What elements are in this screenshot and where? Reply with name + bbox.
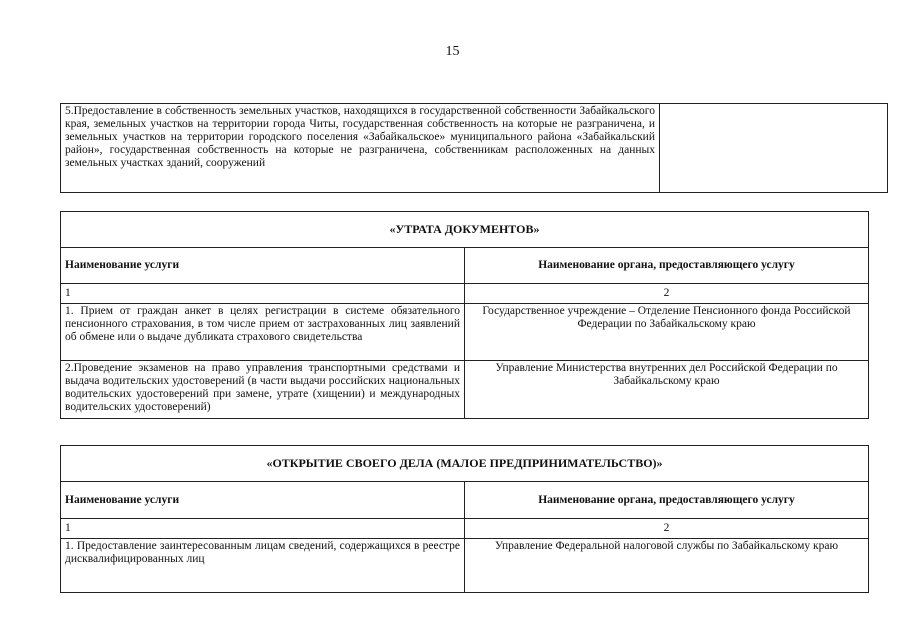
- column-header-organization: Наименование органа, предоставляющего услугу: [465, 248, 869, 284]
- column-number-2: 2: [465, 519, 869, 539]
- organization-cell: Управление Министерства внутренних дел Российской Федерации по Забайкальскому краю: [465, 361, 869, 419]
- section-title-row: [61, 212, 869, 248]
- page-number: 15: [445, 44, 460, 59]
- table-row: [61, 539, 869, 593]
- section-title-row: [61, 446, 869, 482]
- service-name-cell: 2.Проведение экзаменов на право управления транспортными средствами и выдача водительских удостоверений (в части выдачи российских национальных водительских удостоверений при замене, утрате (хищении) и международных водительских удостоверений): [61, 361, 465, 419]
- service-name-cell: 1. Предоставление заинтересованным лицам сведений, содержащихся в реестре дисквалифицированных лиц: [61, 539, 465, 593]
- own-business-table: [60, 445, 869, 593]
- service-name-cell: 5.Предоставление в собственность земельных участков, находящихся в государственной собственности Забайкальского края, земельных участков на территории города Читы, государственная собственность на которые не разграничена, и земельных участков на территории городского поселения «Забайкальское» муниципального района «Забайкальский район», государственная собственность на которые не разграничена, собственникам расположенных на данных земельных участках зданий, сооружений: [61, 104, 660, 193]
- column-number-2: 2: [465, 284, 869, 304]
- column-header-organization: Наименование органа, предоставляющего услугу: [465, 482, 869, 519]
- column-number-row: [61, 284, 869, 304]
- table-row: [61, 104, 888, 193]
- column-number-row: [61, 519, 869, 539]
- column-number-1: 1: [61, 519, 465, 539]
- services-table-continued: [60, 103, 888, 193]
- table-row: [61, 361, 869, 419]
- section-title: «УТРАТА ДОКУМЕНТОВ»: [61, 212, 869, 248]
- section-title: «ОТКРЫТИЕ СВОЕГО ДЕЛА (МАЛОЕ ПРЕДПРИНИМАТЕЛЬСТВО)»: [61, 446, 869, 482]
- column-header-service: Наименование услуги: [61, 248, 465, 284]
- organization-cell: [660, 104, 888, 193]
- column-header-row: [61, 482, 869, 519]
- organization-cell: Управление Федеральной налоговой службы по Забайкальскому краю: [465, 539, 869, 593]
- service-name-cell: 1. Прием от граждан анкет в целях регистрации в системе обязательного пенсионного страхования, в том числе прием от застрахованных лиц заявлений об обмене или о выдаче дубликата страхового свидетельства: [61, 304, 465, 361]
- lost-documents-table: [60, 211, 869, 419]
- organization-cell: Государственное учреждение – Отделение Пенсионного фонда Российской Федерации по Забайкальскому краю: [465, 304, 869, 361]
- table-row: [61, 304, 869, 361]
- column-header-service: Наименование услуги: [61, 482, 465, 519]
- column-number-1: 1: [61, 284, 465, 304]
- column-header-row: [61, 248, 869, 284]
